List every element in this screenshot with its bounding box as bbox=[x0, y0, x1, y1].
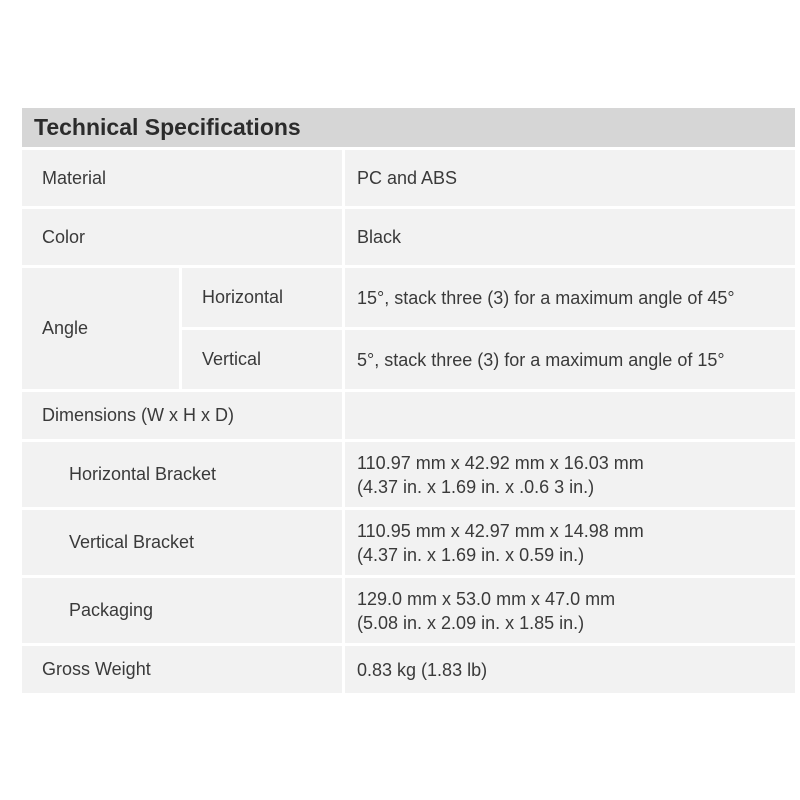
spec-value bbox=[345, 510, 795, 575]
spec-value bbox=[345, 392, 795, 439]
spec-row-packaging bbox=[22, 578, 795, 646]
spec-value-line-metric: 110.95 mm x 42.97 mm x 14.98 mm bbox=[357, 520, 644, 541]
spec-value-line-imperial: (4.37 in. x 1.69 in. x 0.59 in.) bbox=[357, 544, 585, 565]
spec-label: Dimensions (W x H x D) bbox=[22, 392, 342, 439]
spec-value-line-metric: 110.97 mm x 42.92 mm x 16.03 mm bbox=[357, 452, 644, 473]
spec-sublabel: Vertical bbox=[182, 330, 342, 389]
spec-value-line-imperial: (4.37 in. x 1.69 in. x .0.6 3 in.) bbox=[357, 476, 595, 497]
spec-table-header bbox=[22, 108, 795, 150]
spec-value-line-imperial: (5.08 in. x 2.09 in. x 1.85 in.) bbox=[357, 612, 585, 633]
spec-subrow-horizontal bbox=[182, 268, 795, 327]
spec-row-angle bbox=[22, 268, 795, 392]
spec-value bbox=[345, 209, 795, 265]
spec-table-title: Technical Specifications bbox=[34, 114, 301, 140]
spec-value-text: 15°, stack three (3) for a maximum angle of 45° bbox=[357, 287, 735, 308]
spec-sublabel: Horizontal bbox=[182, 268, 342, 327]
spec-value-text: PC and ABS bbox=[357, 168, 458, 188]
spec-value-text: Black bbox=[357, 227, 402, 247]
spec-row-horizontal-bracket bbox=[22, 442, 795, 510]
spec-value bbox=[345, 646, 795, 693]
spec-label: Angle bbox=[22, 268, 179, 389]
spec-label: Material bbox=[22, 150, 342, 206]
spec-value bbox=[345, 268, 795, 327]
spec-row-material bbox=[22, 150, 795, 209]
spec-label: Horizontal Bracket bbox=[22, 442, 342, 507]
spec-value bbox=[345, 578, 795, 643]
spec-row-vertical-bracket bbox=[22, 510, 795, 578]
spec-row-dimensions bbox=[22, 392, 795, 442]
spec-value-text: 5°, stack three (3) for a maximum angle of 15° bbox=[357, 349, 725, 370]
spec-value bbox=[345, 442, 795, 507]
spec-value bbox=[345, 330, 795, 389]
spec-label: Gross Weight bbox=[22, 646, 342, 693]
spec-value-line-metric: 129.0 mm x 53.0 mm x 47.0 mm bbox=[357, 588, 616, 609]
spec-label: Packaging bbox=[22, 578, 342, 643]
spec-table bbox=[22, 108, 795, 693]
spec-value-text: 0.83 kg (1.83 lb) bbox=[357, 659, 488, 680]
spec-label: Color bbox=[22, 209, 342, 265]
spec-value bbox=[345, 150, 795, 206]
spec-label: Vertical Bracket bbox=[22, 510, 342, 575]
spec-row-gross-weight bbox=[22, 646, 795, 693]
spec-subrow-vertical bbox=[182, 327, 795, 389]
spec-row-color bbox=[22, 209, 795, 268]
